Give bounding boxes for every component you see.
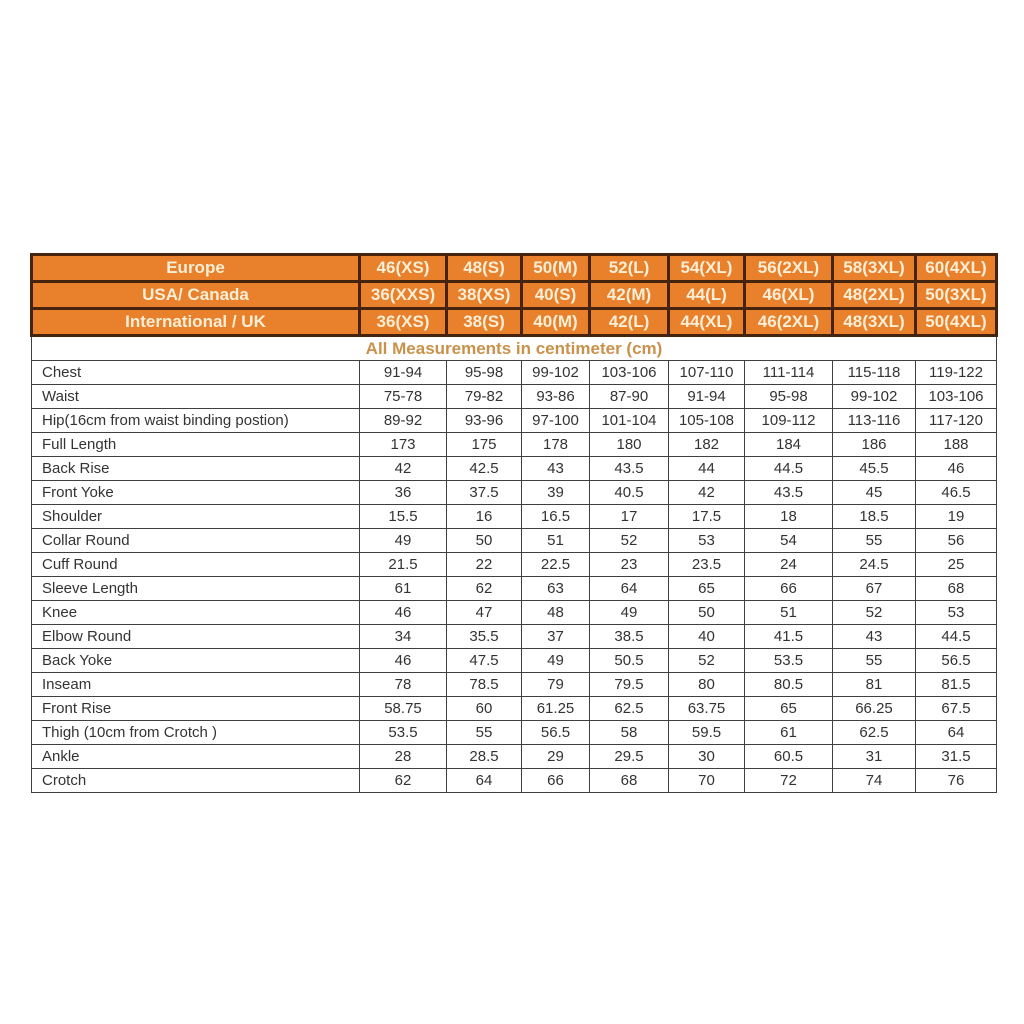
measurement-label: Shoulder — [32, 505, 360, 529]
measurement-value: 67.5 — [916, 697, 997, 721]
measurement-value: 70 — [669, 769, 745, 793]
measurement-value: 101-104 — [590, 409, 669, 433]
measurement-label: Cuff Round — [32, 553, 360, 577]
measurement-value: 16 — [447, 505, 522, 529]
measurement-value: 53.5 — [360, 721, 447, 745]
measurement-value: 103-106 — [590, 361, 669, 385]
measurement-value: 93-96 — [447, 409, 522, 433]
measurement-value: 29.5 — [590, 745, 669, 769]
measurement-value: 111-114 — [745, 361, 833, 385]
size-cell: 40(S) — [522, 282, 590, 309]
size-cell: 44(XL) — [669, 309, 745, 336]
measurement-label: Knee — [32, 601, 360, 625]
measurement-row-inseam — [32, 673, 997, 697]
measurement-value: 52 — [669, 649, 745, 673]
measurement-value: 45.5 — [833, 457, 916, 481]
measurement-value: 56.5 — [916, 649, 997, 673]
measurement-value: 80 — [669, 673, 745, 697]
measurement-value: 91-94 — [360, 361, 447, 385]
measurement-value: 173 — [360, 433, 447, 457]
size-system-label: International / UK — [32, 309, 360, 336]
measurement-value: 74 — [833, 769, 916, 793]
measurement-value: 89-92 — [360, 409, 447, 433]
measurement-value: 43 — [833, 625, 916, 649]
measurement-value: 79 — [522, 673, 590, 697]
units-note: All Measurements in centimeter (cm) — [32, 336, 997, 361]
measurement-value: 55 — [833, 649, 916, 673]
measurement-value: 50 — [447, 529, 522, 553]
measurement-value: 28.5 — [447, 745, 522, 769]
size-cell: 48(3XL) — [833, 309, 916, 336]
measurement-label: Inseam — [32, 673, 360, 697]
measurement-label: Front Rise — [32, 697, 360, 721]
size-cell: 54(XL) — [669, 255, 745, 282]
size-cell: 46(2XL) — [745, 309, 833, 336]
measurement-value: 186 — [833, 433, 916, 457]
measurement-value: 40.5 — [590, 481, 669, 505]
measurement-value: 21.5 — [360, 553, 447, 577]
measurement-value: 76 — [916, 769, 997, 793]
measurement-row-cuff-round — [32, 553, 997, 577]
measurement-value: 17.5 — [669, 505, 745, 529]
measurement-row-elbow-round — [32, 625, 997, 649]
measurement-value: 42 — [360, 457, 447, 481]
measurement-value: 78.5 — [447, 673, 522, 697]
measurement-row-back-yoke — [32, 649, 997, 673]
measurement-value: 75-78 — [360, 385, 447, 409]
size-cell: 40(M) — [522, 309, 590, 336]
measurement-value: 55 — [447, 721, 522, 745]
measurement-value: 17 — [590, 505, 669, 529]
measurement-value: 51 — [745, 601, 833, 625]
measurement-label: Hip(16cm from waist binding postion) — [32, 409, 360, 433]
measurement-row-thigh — [32, 721, 997, 745]
size-cell: 48(2XL) — [833, 282, 916, 309]
measurement-value: 79.5 — [590, 673, 669, 697]
measurement-value: 81 — [833, 673, 916, 697]
measurement-value: 23 — [590, 553, 669, 577]
size-cell: 46(XL) — [745, 282, 833, 309]
measurement-value: 119-122 — [916, 361, 997, 385]
measurement-value: 53 — [916, 601, 997, 625]
measurement-value: 64 — [447, 769, 522, 793]
size-cell: 58(3XL) — [833, 255, 916, 282]
measurement-value: 18 — [745, 505, 833, 529]
measurement-label: Back Rise — [32, 457, 360, 481]
measurement-value: 49 — [360, 529, 447, 553]
measurement-value: 93-86 — [522, 385, 590, 409]
measurement-value: 62 — [447, 577, 522, 601]
measurement-value: 45 — [833, 481, 916, 505]
measurement-value: 34 — [360, 625, 447, 649]
measurement-value: 31 — [833, 745, 916, 769]
measurement-label: Ankle — [32, 745, 360, 769]
measurement-label: Elbow Round — [32, 625, 360, 649]
measurement-label: Crotch — [32, 769, 360, 793]
measurement-row-collar-round — [32, 529, 997, 553]
measurement-value: 28 — [360, 745, 447, 769]
measurement-value: 19 — [916, 505, 997, 529]
measurement-value: 95-98 — [745, 385, 833, 409]
size-cell: 46(XS) — [360, 255, 447, 282]
measurement-value: 59.5 — [669, 721, 745, 745]
size-cell: 44(L) — [669, 282, 745, 309]
measurement-value: 42 — [669, 481, 745, 505]
measurement-value: 15.5 — [360, 505, 447, 529]
measurement-value: 48 — [522, 601, 590, 625]
measurement-value: 58.75 — [360, 697, 447, 721]
measurement-value: 99-102 — [522, 361, 590, 385]
measurement-value: 62.5 — [590, 697, 669, 721]
measurement-value: 22 — [447, 553, 522, 577]
measurement-value: 49 — [522, 649, 590, 673]
measurement-value: 38.5 — [590, 625, 669, 649]
measurement-value: 79-82 — [447, 385, 522, 409]
measurement-value: 184 — [745, 433, 833, 457]
measurement-row-waist — [32, 385, 997, 409]
measurement-row-front-yoke — [32, 481, 997, 505]
size-system-row-international-uk — [32, 309, 997, 336]
measurement-value: 60 — [447, 697, 522, 721]
measurement-value: 50.5 — [590, 649, 669, 673]
size-cell: 56(2XL) — [745, 255, 833, 282]
measurement-value: 66 — [522, 769, 590, 793]
measurement-value: 24 — [745, 553, 833, 577]
measurement-value: 68 — [590, 769, 669, 793]
measurement-value: 56 — [916, 529, 997, 553]
measurement-value: 40 — [669, 625, 745, 649]
size-cell: 52(L) — [590, 255, 669, 282]
measurement-value: 35.5 — [447, 625, 522, 649]
measurement-value: 30 — [669, 745, 745, 769]
measurement-value: 58 — [590, 721, 669, 745]
measurement-value: 66 — [745, 577, 833, 601]
size-chart-table — [30, 253, 998, 793]
measurement-row-chest — [32, 361, 997, 385]
measurement-value: 62.5 — [833, 721, 916, 745]
measurement-value: 55 — [833, 529, 916, 553]
measurement-value: 46 — [360, 649, 447, 673]
measurement-value: 25 — [916, 553, 997, 577]
measurement-value: 67 — [833, 577, 916, 601]
measurement-value: 99-102 — [833, 385, 916, 409]
size-system-row-europe — [32, 255, 997, 282]
measurement-value: 36 — [360, 481, 447, 505]
measurement-value: 44.5 — [916, 625, 997, 649]
size-cell: 50(4XL) — [916, 309, 997, 336]
measurement-value: 47.5 — [447, 649, 522, 673]
measurement-row-full-length — [32, 433, 997, 457]
measurement-value: 46.5 — [916, 481, 997, 505]
measurement-row-front-rise — [32, 697, 997, 721]
size-cell: 50(M) — [522, 255, 590, 282]
measurement-value: 39 — [522, 481, 590, 505]
measurement-value: 53.5 — [745, 649, 833, 673]
measurement-value: 65 — [745, 697, 833, 721]
measurement-value: 80.5 — [745, 673, 833, 697]
measurement-value: 29 — [522, 745, 590, 769]
measurement-value: 66.25 — [833, 697, 916, 721]
measurement-value: 107-110 — [669, 361, 745, 385]
measurement-value: 188 — [916, 433, 997, 457]
measurement-row-back-rise — [32, 457, 997, 481]
measurement-value: 37 — [522, 625, 590, 649]
measurement-value: 37.5 — [447, 481, 522, 505]
measurement-row-ankle — [32, 745, 997, 769]
measurement-value: 61 — [360, 577, 447, 601]
measurement-value: 23.5 — [669, 553, 745, 577]
measurement-label: Chest — [32, 361, 360, 385]
measurement-value: 78 — [360, 673, 447, 697]
size-system-label: USA/ Canada — [32, 282, 360, 309]
measurement-value: 180 — [590, 433, 669, 457]
measurement-value: 97-100 — [522, 409, 590, 433]
measurement-value: 64 — [590, 577, 669, 601]
measurement-value: 60.5 — [745, 745, 833, 769]
measurement-value: 65 — [669, 577, 745, 601]
measurement-value: 46 — [916, 457, 997, 481]
measurement-value: 109-112 — [745, 409, 833, 433]
measurement-label: Full Length — [32, 433, 360, 457]
size-cell: 42(M) — [590, 282, 669, 309]
measurement-row-hip — [32, 409, 997, 433]
measurement-value: 52 — [833, 601, 916, 625]
size-cell: 36(XS) — [360, 309, 447, 336]
measurement-value: 52 — [590, 529, 669, 553]
measurement-value: 51 — [522, 529, 590, 553]
measurement-value: 44 — [669, 457, 745, 481]
measurement-row-shoulder — [32, 505, 997, 529]
measurement-value: 175 — [447, 433, 522, 457]
size-cell: 48(S) — [447, 255, 522, 282]
measurement-value: 41.5 — [745, 625, 833, 649]
measurement-label: Thigh (10cm from Crotch ) — [32, 721, 360, 745]
measurement-value: 42.5 — [447, 457, 522, 481]
measurement-value: 62 — [360, 769, 447, 793]
measurement-value: 47 — [447, 601, 522, 625]
measurement-value: 113-116 — [833, 409, 916, 433]
size-cell: 36(XXS) — [360, 282, 447, 309]
measurement-label: Front Yoke — [32, 481, 360, 505]
size-cell: 38(S) — [447, 309, 522, 336]
measurement-value: 63 — [522, 577, 590, 601]
measurement-value: 91-94 — [669, 385, 745, 409]
measurement-value: 24.5 — [833, 553, 916, 577]
measurement-value: 43.5 — [590, 457, 669, 481]
measurement-value: 44.5 — [745, 457, 833, 481]
measurement-value: 22.5 — [522, 553, 590, 577]
measurement-value: 115-118 — [833, 361, 916, 385]
measurement-value: 63.75 — [669, 697, 745, 721]
measurement-value: 18.5 — [833, 505, 916, 529]
measurement-value: 72 — [745, 769, 833, 793]
measurement-label: Back Yoke — [32, 649, 360, 673]
measurement-value: 31.5 — [916, 745, 997, 769]
measurement-value: 43.5 — [745, 481, 833, 505]
measurement-row-sleeve-length — [32, 577, 997, 601]
measurement-value: 182 — [669, 433, 745, 457]
measurement-value: 117-120 — [916, 409, 997, 433]
measurement-value: 105-108 — [669, 409, 745, 433]
measurement-value: 87-90 — [590, 385, 669, 409]
size-system-label: Europe — [32, 255, 360, 282]
measurement-value: 16.5 — [522, 505, 590, 529]
measurement-value: 50 — [669, 601, 745, 625]
measurement-value: 64 — [916, 721, 997, 745]
measurement-label: Collar Round — [32, 529, 360, 553]
subtitle-row — [32, 336, 997, 361]
measurement-row-knee — [32, 601, 997, 625]
measurement-value: 81.5 — [916, 673, 997, 697]
measurement-value: 178 — [522, 433, 590, 457]
measurement-value: 53 — [669, 529, 745, 553]
measurement-row-crotch — [32, 769, 997, 793]
measurement-value: 68 — [916, 577, 997, 601]
measurement-value: 95-98 — [447, 361, 522, 385]
measurement-value: 56.5 — [522, 721, 590, 745]
size-cell: 42(L) — [590, 309, 669, 336]
measurement-value: 61 — [745, 721, 833, 745]
size-cell: 50(3XL) — [916, 282, 997, 309]
measurement-value: 43 — [522, 457, 590, 481]
measurement-label: Sleeve Length — [32, 577, 360, 601]
measurement-value: 46 — [360, 601, 447, 625]
measurement-value: 61.25 — [522, 697, 590, 721]
size-system-row-usa-canada — [32, 282, 997, 309]
measurement-value: 103-106 — [916, 385, 997, 409]
measurement-value: 54 — [745, 529, 833, 553]
size-cell: 60(4XL) — [916, 255, 997, 282]
size-cell: 38(XS) — [447, 282, 522, 309]
measurement-label: Waist — [32, 385, 360, 409]
measurement-value: 49 — [590, 601, 669, 625]
